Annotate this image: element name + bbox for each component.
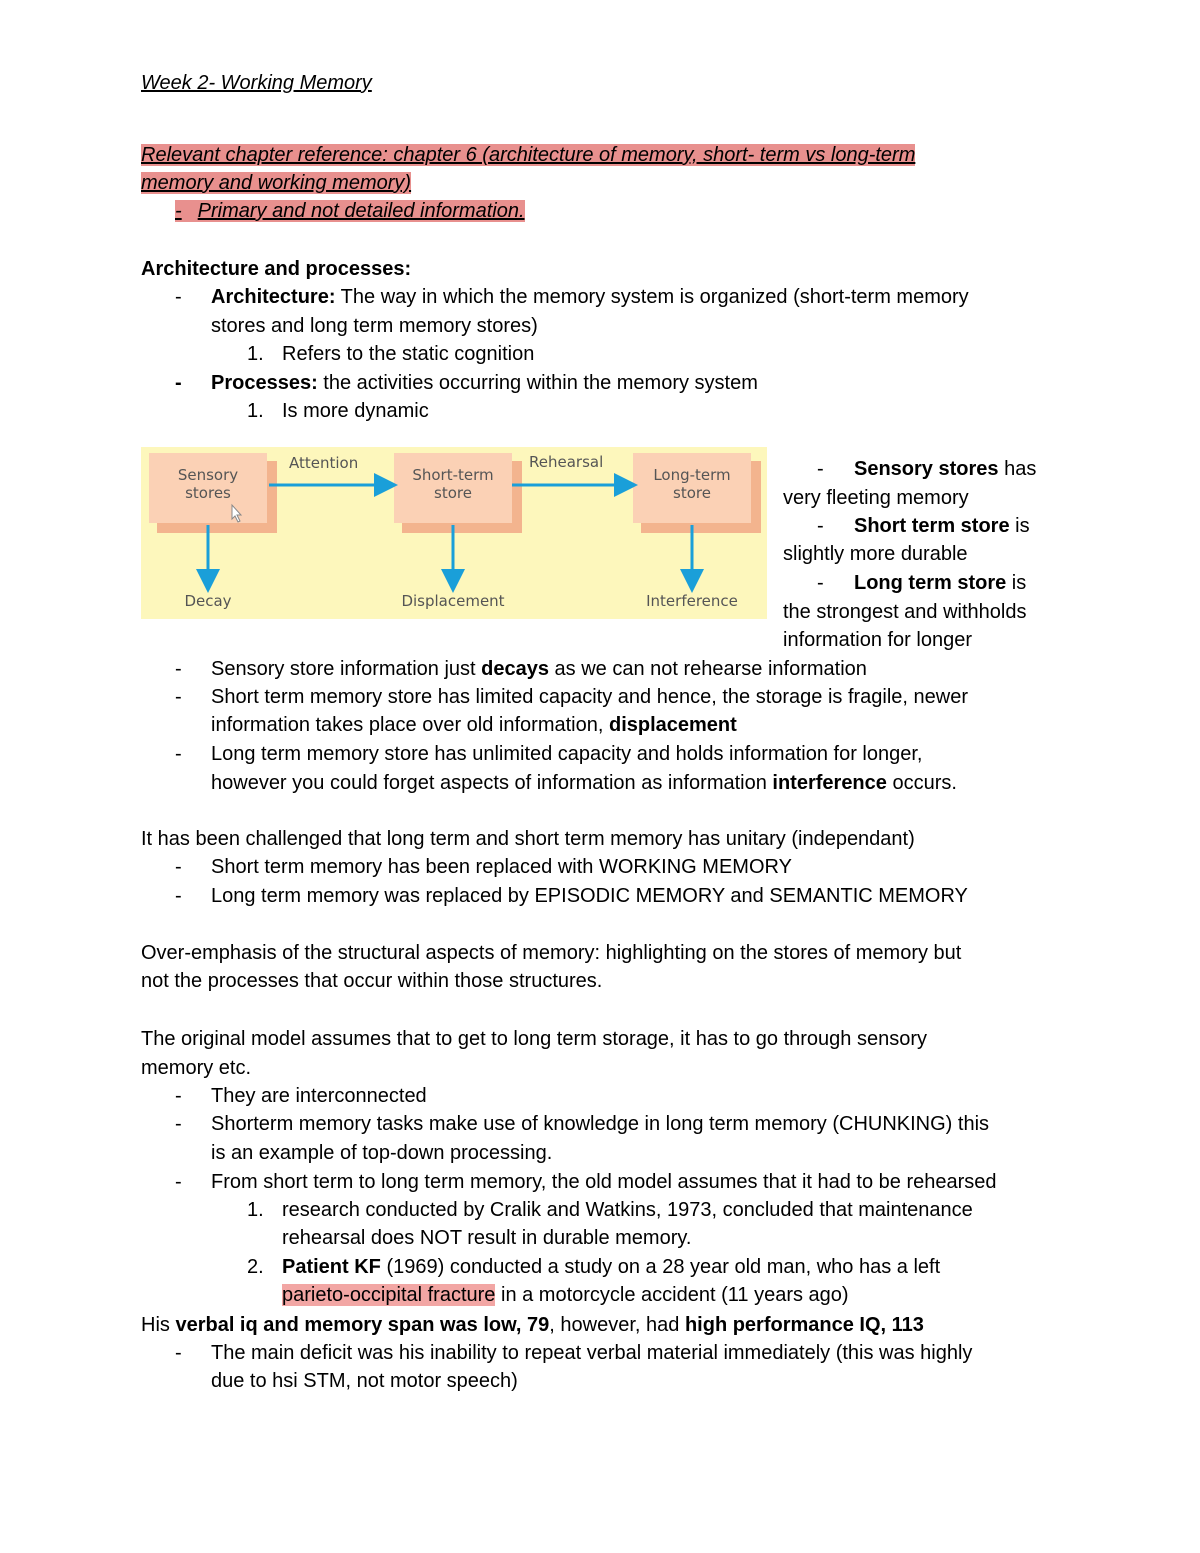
short-term-store-label-2: store bbox=[434, 484, 472, 502]
bullet-dash: - bbox=[175, 856, 182, 878]
bullet-dash: - bbox=[175, 658, 182, 680]
side-bullet-2: - Short term store is bbox=[817, 515, 1030, 537]
original-sub-2: Patient KF (1969) conducted a study on a 28 year old man, who has a left bbox=[282, 1256, 941, 1278]
interference-label: Interference bbox=[646, 592, 738, 610]
original-line-2: memory etc. bbox=[141, 1057, 252, 1079]
memory-model-svg bbox=[141, 447, 767, 619]
long-term-store-label-2: store bbox=[673, 484, 711, 502]
original-num-1: 1. bbox=[247, 1199, 264, 1221]
displacement-label: Displacement bbox=[401, 592, 505, 610]
overemphasis-line-1: Over-emphasis of the structural aspects of memory: highlighting on the stores of memory but bbox=[141, 942, 962, 964]
highlighted-text: parieto-occipital fracture bbox=[282, 1284, 496, 1306]
original-sub-1: research conducted by Cralik and Watkins, 1973, concluded that maintenance bbox=[282, 1199, 973, 1221]
bullet-dash: - bbox=[175, 686, 182, 708]
stores-bullet-3: Long term memory store has unlimited capacity and holds information for longer, bbox=[211, 743, 923, 765]
side-bullet-3-cont: the strongest and withholds bbox=[783, 601, 1027, 623]
short-term-store-label-1: Short-term bbox=[412, 466, 494, 484]
kf-bullet-1: The main deficit was his inability to repeat verbal material immediately (this was highly bbox=[211, 1342, 973, 1364]
side-bullet-3-cont2: information for longer bbox=[783, 629, 972, 651]
side-bullet-3: - Long term store is bbox=[817, 572, 1027, 594]
architecture-bullet-cont: stores and long term memory stores) bbox=[211, 315, 538, 337]
overemphasis-line-2: not the processes that occur within those structures. bbox=[141, 970, 603, 992]
rehearsal-label: Rehearsal bbox=[529, 453, 604, 471]
sensory-store-label-1: Sensory bbox=[177, 466, 239, 484]
original-bullet-2-cont: is an example of top-down processing. bbox=[211, 1142, 553, 1164]
kf-summary: His verbal iq and memory span was low, 79, however, had high performance IQ, 113 bbox=[141, 1314, 924, 1336]
processes-sub: Is more dynamic bbox=[282, 400, 429, 422]
processes-num: 1. bbox=[247, 400, 264, 422]
bullet-dash: - bbox=[175, 1171, 182, 1193]
bullet-dash: - bbox=[175, 1113, 182, 1135]
reference-line-2: memory and working memory) bbox=[141, 172, 412, 194]
side-bullet-1: - Sensory stores has bbox=[817, 458, 1037, 480]
bullet-dash: - bbox=[175, 372, 182, 394]
attention-label: Attention bbox=[289, 454, 359, 472]
decay-label: Decay bbox=[184, 592, 232, 610]
side-bullet-2-cont: slightly more durable bbox=[783, 543, 968, 565]
original-sub-1-cont: rehearsal does NOT result in durable memory. bbox=[282, 1227, 692, 1249]
original-bullet-3: From short term to long term memory, the old model assumes that it had to be rehearsed bbox=[211, 1171, 997, 1193]
bullet-dash: - bbox=[175, 743, 182, 765]
sensory-store-label-2: stores bbox=[185, 484, 231, 502]
architecture-sub: Refers to the static cognition bbox=[282, 343, 535, 365]
original-bullet-1: They are interconnected bbox=[211, 1085, 427, 1107]
bullet-dash: - bbox=[175, 1342, 182, 1364]
architecture-heading: Architecture and processes: bbox=[141, 258, 412, 280]
page-title: Week 2- Working Memory bbox=[141, 72, 372, 94]
reference-line-1: Relevant chapter reference: chapter 6 (architecture of memory, short- term vs long-term bbox=[141, 144, 916, 166]
stores-bullet-1: Sensory store information just decays as we can not rehearse information bbox=[211, 658, 867, 680]
architecture-bullet: Architecture: The way in which the memory system is organized (short-term memory bbox=[211, 286, 969, 308]
stores-bullet-3-cont: however you could forget aspects of information as information interference occurs. bbox=[211, 772, 957, 794]
long-term-store-label-1: Long-term bbox=[653, 466, 731, 484]
memory-model-diagram bbox=[141, 447, 767, 619]
side-bullet-1-cont: very fleeting memory bbox=[783, 487, 969, 509]
bullet-dash: - bbox=[175, 286, 182, 308]
challenge-bullet-2: Long term memory was replaced by EPISODIC MEMORY and SEMANTIC MEMORY bbox=[211, 885, 968, 907]
original-line-1: The original model assumes that to get to long term storage, it has to go through sensory bbox=[141, 1028, 927, 1050]
challenge-paragraph: It has been challenged that long term and short term memory has unitary (independant) bbox=[141, 828, 915, 850]
original-bullet-2: Shorterm memory tasks make use of knowledge in long term memory (CHUNKING) this bbox=[211, 1113, 990, 1135]
original-num-2: 2. bbox=[247, 1256, 264, 1278]
original-sub-2-cont: parieto-occipital fracture in a motorcycle accident (11 years ago) bbox=[282, 1284, 849, 1306]
reference-bullet: - Primary and not detailed information. bbox=[175, 200, 525, 222]
kf-bullet-1-cont: due to hsi STM, not motor speech) bbox=[211, 1370, 518, 1392]
architecture-num: 1. bbox=[247, 343, 264, 365]
stores-bullet-2: Short term memory store has limited capacity and hence, the storage is fragile, newer bbox=[211, 686, 969, 708]
bullet-dash: - bbox=[175, 885, 182, 907]
processes-bullet: Processes: the activities occurring within the memory system bbox=[211, 372, 758, 394]
challenge-bullet-1: Short term memory has been replaced with WORKING MEMORY bbox=[211, 856, 792, 878]
stores-bullet-2-cont: information takes place over old information, displacement bbox=[211, 714, 737, 736]
bullet-dash: - bbox=[175, 1085, 182, 1107]
